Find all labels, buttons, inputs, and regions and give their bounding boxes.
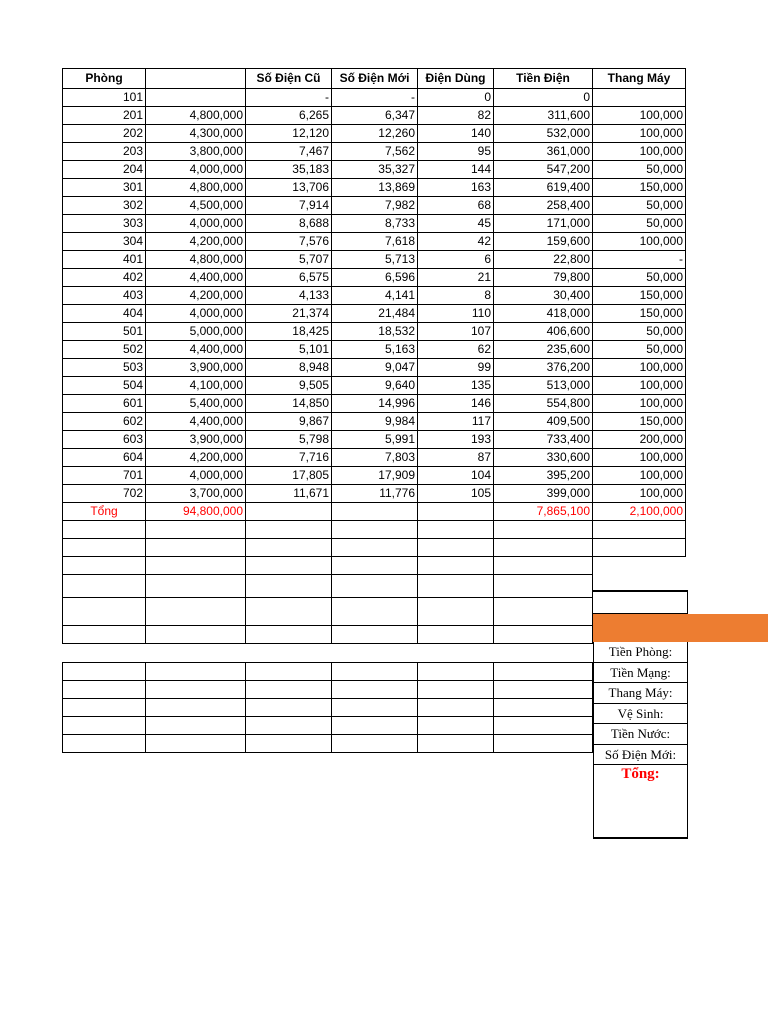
table-cell[interactable]: 150,000	[593, 287, 686, 305]
column-header[interactable]	[146, 69, 246, 89]
table-row	[63, 341, 686, 359]
summary-labels	[593, 642, 688, 787]
empty-cell[interactable]	[63, 735, 146, 753]
table-cell[interactable]: 4,000,000	[146, 215, 246, 233]
table-cell[interactable]: 11,776	[332, 485, 418, 503]
table-cell[interactable]: 330,600	[494, 449, 593, 467]
orange-band	[593, 614, 768, 642]
empty-cell[interactable]	[494, 699, 593, 717]
table-row	[63, 107, 686, 125]
table-cell[interactable]: 406,600	[494, 323, 593, 341]
table-cell[interactable]: 21,374	[246, 305, 332, 323]
table-cell[interactable]: 3,900,000	[146, 359, 246, 377]
table-cell[interactable]: 5,798	[246, 431, 332, 449]
table-cell[interactable]: 9,047	[332, 359, 418, 377]
table-cell[interactable]: 11,671	[246, 485, 332, 503]
table-cell[interactable]: -	[332, 89, 418, 107]
table-cell[interactable]: 7,562	[332, 143, 418, 161]
column-header[interactable]: Phòng	[63, 69, 146, 89]
empty-cell[interactable]	[332, 521, 418, 539]
table-cell[interactable]: 6,575	[246, 269, 332, 287]
table-cell[interactable]: 21	[418, 269, 494, 287]
table-row	[63, 359, 686, 377]
table-cell[interactable]: 100,000	[593, 449, 686, 467]
table-cell[interactable]: 409,500	[494, 413, 593, 431]
empty-row	[63, 699, 593, 717]
table-cell[interactable]: 7,467	[246, 143, 332, 161]
empty-cell[interactable]	[146, 681, 246, 699]
total-cell[interactable]	[418, 503, 494, 521]
empty-cell[interactable]	[332, 626, 418, 644]
empty-row	[63, 557, 686, 575]
table-cell[interactable]: 50,000	[593, 323, 686, 341]
table-cell[interactable]: 100,000	[593, 485, 686, 503]
empty-row	[63, 735, 593, 753]
table-cell[interactable]: 146	[418, 395, 494, 413]
table-row	[63, 197, 686, 215]
empty-cell[interactable]	[246, 699, 332, 717]
table-cell[interactable]: 503	[63, 359, 146, 377]
table-cell[interactable]: 100,000	[593, 467, 686, 485]
label-tien-mang: Tiền Mạng:	[594, 663, 687, 684]
table-cell[interactable]: 8,948	[246, 359, 332, 377]
table-row	[63, 413, 686, 431]
empty-cell[interactable]	[146, 575, 246, 598]
table-cell[interactable]: 376,200	[494, 359, 593, 377]
table-cell[interactable]: 602	[63, 413, 146, 431]
table-cell[interactable]: 8,688	[246, 215, 332, 233]
table-cell[interactable]: 150,000	[593, 305, 686, 323]
empty-cell[interactable]	[146, 539, 246, 557]
empty-cell[interactable]	[63, 699, 146, 717]
table-cell[interactable]: 62	[418, 341, 494, 359]
table-cell[interactable]: 4,400,000	[146, 341, 246, 359]
table-cell[interactable]: 200,000	[593, 431, 686, 449]
empty-cell[interactable]	[593, 539, 686, 557]
empty-cell[interactable]	[494, 539, 593, 557]
table-row	[63, 269, 686, 287]
table-cell[interactable]: 4,200,000	[146, 287, 246, 305]
empty-cell[interactable]	[494, 735, 593, 753]
table-row	[63, 179, 686, 197]
empty-cell[interactable]	[418, 681, 494, 699]
table-cell[interactable]: 6	[418, 251, 494, 269]
table-cell[interactable]: 100,000	[593, 359, 686, 377]
table-cell[interactable]: 163	[418, 179, 494, 197]
empty-cell[interactable]	[418, 521, 494, 539]
table-cell[interactable]	[593, 89, 686, 107]
empty-cell[interactable]	[63, 539, 146, 557]
table-cell[interactable]: 87	[418, 449, 494, 467]
table-cell[interactable]: 45	[418, 215, 494, 233]
empty-cell[interactable]	[332, 735, 418, 753]
empty-row	[63, 539, 686, 557]
empty-cell[interactable]	[332, 539, 418, 557]
table-cell[interactable]: 50,000	[593, 215, 686, 233]
table-body	[63, 89, 686, 644]
table-cell[interactable]: 301	[63, 179, 146, 197]
empty-cell[interactable]	[63, 598, 146, 626]
table-cell[interactable]: 303	[63, 215, 146, 233]
table-cell[interactable]: 7,803	[332, 449, 418, 467]
table-row	[63, 287, 686, 305]
empty-row	[63, 681, 593, 699]
table-cell[interactable]: 5,000,000	[146, 323, 246, 341]
table-cell[interactable]: 4,000,000	[146, 161, 246, 179]
empty-cell[interactable]	[332, 717, 418, 735]
table-cell[interactable]: 22,800	[494, 251, 593, 269]
empty-cell[interactable]	[494, 717, 593, 735]
table-cell[interactable]: 50,000	[593, 197, 686, 215]
empty-cell[interactable]	[418, 598, 494, 626]
empty-cell[interactable]	[494, 681, 593, 699]
table-cell[interactable]: 68	[418, 197, 494, 215]
table-cell[interactable]: 150,000	[593, 179, 686, 197]
total-cell[interactable]	[246, 503, 332, 521]
table-cell[interactable]: 418,000	[494, 305, 593, 323]
table-row	[63, 89, 686, 107]
table-cell[interactable]: 105	[418, 485, 494, 503]
table-cell[interactable]: 501	[63, 323, 146, 341]
table-cell[interactable]: 101	[63, 89, 146, 107]
empty-cell[interactable]	[418, 626, 494, 644]
table-cell[interactable]: 7,982	[332, 197, 418, 215]
table-cell[interactable]: 504	[63, 377, 146, 395]
empty-cell[interactable]	[246, 557, 332, 575]
empty-cell[interactable]	[418, 717, 494, 735]
table-cell[interactable]: 150,000	[593, 413, 686, 431]
empty-cell[interactable]	[332, 699, 418, 717]
column-header[interactable]: Điện Dùng	[418, 69, 494, 89]
empty-cell[interactable]	[418, 575, 494, 598]
table-cell[interactable]: 30,400	[494, 287, 593, 305]
table-cell[interactable]: 201	[63, 107, 146, 125]
table-row	[63, 251, 686, 269]
empty-cell[interactable]	[332, 598, 418, 626]
table-cell[interactable]: 5,400,000	[146, 395, 246, 413]
summary-blank-cell	[593, 590, 688, 614]
empty-cell[interactable]	[246, 626, 332, 644]
table-cell[interactable]: 110	[418, 305, 494, 323]
table-cell[interactable]: 7,618	[332, 233, 418, 251]
table-cell[interactable]: 258,400	[494, 197, 593, 215]
column-header[interactable]: Tiền Điện	[494, 69, 593, 89]
table-cell[interactable]: 403	[63, 287, 146, 305]
empty-cell[interactable]	[246, 539, 332, 557]
table-cell[interactable]: 4,800,000	[146, 107, 246, 125]
table-cell[interactable]: 4,100,000	[146, 377, 246, 395]
empty-cell[interactable]	[63, 575, 146, 598]
table-cell[interactable]: 12,120	[246, 125, 332, 143]
table-cell[interactable]: 203	[63, 143, 146, 161]
empty-cell[interactable]	[494, 557, 593, 575]
table-cell[interactable]: 619,400	[494, 179, 593, 197]
table-cell[interactable]: 0	[494, 89, 593, 107]
empty-cell[interactable]	[593, 521, 686, 539]
table-cell[interactable]: 5,713	[332, 251, 418, 269]
table-cell[interactable]: 100,000	[593, 107, 686, 125]
table-row	[63, 305, 686, 323]
table-cell[interactable]: 6,347	[332, 107, 418, 125]
table-cell[interactable]: 14,850	[246, 395, 332, 413]
table-cell[interactable]: 9,505	[246, 377, 332, 395]
table-cell[interactable]: 4,800,000	[146, 251, 246, 269]
table-cell[interactable]: 5,163	[332, 341, 418, 359]
table-cell[interactable]: 402	[63, 269, 146, 287]
empty-cell[interactable]	[246, 598, 332, 626]
table-cell[interactable]: 99	[418, 359, 494, 377]
total-row	[63, 503, 686, 521]
table-cell[interactable]: 50,000	[593, 341, 686, 359]
summary-bottom-box	[593, 782, 688, 839]
table-row	[63, 323, 686, 341]
table-cell[interactable]: 7,914	[246, 197, 332, 215]
table-cell[interactable]: 17,805	[246, 467, 332, 485]
table-cell[interactable]: 9,640	[332, 377, 418, 395]
table-cell[interactable]: 35,183	[246, 161, 332, 179]
table-cell[interactable]: 733,400	[494, 431, 593, 449]
table-cell[interactable]: 7,716	[246, 449, 332, 467]
column-header[interactable]: Số Điện Mới	[332, 69, 418, 89]
table-cell[interactable]: 702	[63, 485, 146, 503]
table-row	[63, 467, 686, 485]
table-cell[interactable]: 4,000,000	[146, 467, 246, 485]
table-cell[interactable]: 3,800,000	[146, 143, 246, 161]
table-cell[interactable]: 95	[418, 143, 494, 161]
empty-cell[interactable]	[246, 735, 332, 753]
table-cell[interactable]: 3,900,000	[146, 431, 246, 449]
table-cell[interactable]: 4,141	[332, 287, 418, 305]
room-billing-table	[62, 68, 686, 644]
empty-cell[interactable]	[63, 521, 146, 539]
empty-cell[interactable]	[146, 735, 246, 753]
total-label[interactable]: Tổng	[63, 503, 146, 521]
table-cell[interactable]: -	[593, 251, 686, 269]
total-cell[interactable]: 2,100,000	[593, 503, 686, 521]
total-cell[interactable]	[332, 503, 418, 521]
empty-row	[63, 521, 686, 539]
label-tong: Tổng:	[621, 766, 660, 782]
table-cell[interactable]: 5,707	[246, 251, 332, 269]
table-cell[interactable]: 235,600	[494, 341, 593, 359]
table-cell[interactable]: 100,000	[593, 233, 686, 251]
table-cell[interactable]: 4,200,000	[146, 449, 246, 467]
table-cell[interactable]: 17,909	[332, 467, 418, 485]
empty-row	[63, 663, 593, 681]
table-cell[interactable]: 8	[418, 287, 494, 305]
table-cell[interactable]: 395,200	[494, 467, 593, 485]
table-cell[interactable]: 604	[63, 449, 146, 467]
empty-cell[interactable]	[418, 557, 494, 575]
empty-cell[interactable]	[63, 717, 146, 735]
empty-cell[interactable]	[63, 663, 146, 681]
table-cell[interactable]: 4,200,000	[146, 233, 246, 251]
table-cell[interactable]: 18,532	[332, 323, 418, 341]
table-cell[interactable]: 107	[418, 323, 494, 341]
table-cell[interactable]: 547,200	[494, 161, 593, 179]
empty-cell[interactable]	[494, 575, 593, 598]
table-row	[63, 233, 686, 251]
table-cell[interactable]: 4,000,000	[146, 305, 246, 323]
table-cell[interactable]: 4,400,000	[146, 413, 246, 431]
table-cell[interactable]: 404	[63, 305, 146, 323]
table-cell[interactable]: 5,101	[246, 341, 332, 359]
table-cell[interactable]: 304	[63, 233, 146, 251]
empty-cell[interactable]	[146, 598, 246, 626]
empty-cell[interactable]	[63, 681, 146, 699]
empty-cell[interactable]	[246, 663, 332, 681]
empty-cell[interactable]	[63, 557, 146, 575]
table-cell[interactable]	[146, 89, 246, 107]
lower-empty-grid	[62, 662, 593, 753]
table-cell[interactable]: 35,327	[332, 161, 418, 179]
empty-cell[interactable]	[332, 557, 418, 575]
column-header[interactable]: Số Điện Cũ	[246, 69, 332, 89]
table-cell[interactable]: 82	[418, 107, 494, 125]
empty-cell[interactable]	[246, 575, 332, 598]
label-so-dien-moi: Số Điện Mới:	[594, 745, 687, 766]
gap-cell	[593, 557, 686, 575]
table-cell[interactable]: 193	[418, 431, 494, 449]
table-cell[interactable]: 399,000	[494, 485, 593, 503]
table-cell[interactable]: 140	[418, 125, 494, 143]
table-cell[interactable]: 0	[418, 89, 494, 107]
table-row	[63, 377, 686, 395]
label-thang-may: Thang Máy:	[594, 683, 687, 704]
empty-cell[interactable]	[146, 717, 246, 735]
table-cell[interactable]: 9,984	[332, 413, 418, 431]
table-row	[63, 485, 686, 503]
table-cell[interactable]: 7,576	[246, 233, 332, 251]
table-cell[interactable]: 159,600	[494, 233, 593, 251]
empty-cell[interactable]	[246, 717, 332, 735]
table-cell[interactable]: 8,733	[332, 215, 418, 233]
table-cell[interactable]: 401	[63, 251, 146, 269]
table-cell[interactable]: 4,133	[246, 287, 332, 305]
table-row	[63, 449, 686, 467]
label-tien-nuoc: Tiền Nước:	[594, 724, 687, 745]
table-cell[interactable]: 302	[63, 197, 146, 215]
table-cell[interactable]: 42	[418, 233, 494, 251]
table-cell[interactable]: 311,600	[494, 107, 593, 125]
table-cell[interactable]: 50,000	[593, 161, 686, 179]
table-cell[interactable]: 4,400,000	[146, 269, 246, 287]
table-cell[interactable]: 135	[418, 377, 494, 395]
table-row	[63, 215, 686, 233]
empty-cell[interactable]	[418, 539, 494, 557]
empty-cell[interactable]	[146, 699, 246, 717]
table-cell[interactable]: 554,800	[494, 395, 593, 413]
empty-cell[interactable]	[146, 557, 246, 575]
empty-cell[interactable]	[418, 663, 494, 681]
empty-cell[interactable]	[63, 626, 146, 644]
empty-cell[interactable]	[246, 521, 332, 539]
empty-cell[interactable]	[494, 663, 593, 681]
table-cell[interactable]: 100,000	[593, 125, 686, 143]
table-cell[interactable]: 50,000	[593, 269, 686, 287]
label-tien-phong: Tiền Phòng:	[594, 642, 687, 663]
table-cell[interactable]: 361,000	[494, 143, 593, 161]
empty-cell[interactable]	[146, 521, 246, 539]
table-cell[interactable]: 502	[63, 341, 146, 359]
label-ve-sinh: Vệ Sinh:	[594, 704, 687, 725]
table-cell[interactable]: 79,800	[494, 269, 593, 287]
total-cell[interactable]: 7,865,100	[494, 503, 593, 521]
empty-cell[interactable]	[246, 681, 332, 699]
table-row	[63, 395, 686, 413]
table-cell[interactable]: 14,996	[332, 395, 418, 413]
empty-cell[interactable]	[494, 521, 593, 539]
table-cell[interactable]: 603	[63, 431, 146, 449]
empty-cell[interactable]	[146, 663, 246, 681]
table-cell[interactable]: 100,000	[593, 377, 686, 395]
table-cell[interactable]: 9,867	[246, 413, 332, 431]
empty-cell[interactable]	[332, 681, 418, 699]
table-cell[interactable]: 117	[418, 413, 494, 431]
empty-cell[interactable]	[494, 626, 593, 644]
table-cell[interactable]: 171,000	[494, 215, 593, 233]
table-cell[interactable]: 6,596	[332, 269, 418, 287]
table-cell[interactable]: 204	[63, 161, 146, 179]
table-row	[63, 431, 686, 449]
empty-row	[63, 717, 593, 735]
table-cell[interactable]: 18,425	[246, 323, 332, 341]
empty-cell[interactable]	[494, 598, 593, 626]
table-row	[63, 125, 686, 143]
table-cell[interactable]: 701	[63, 467, 146, 485]
table-cell[interactable]: 4,800,000	[146, 179, 246, 197]
table-cell[interactable]: 12,260	[332, 125, 418, 143]
table-cell[interactable]: 4,500,000	[146, 197, 246, 215]
empty-cell[interactable]	[418, 699, 494, 717]
table-cell[interactable]: 202	[63, 125, 146, 143]
table-cell[interactable]: 4,300,000	[146, 125, 246, 143]
table-cell[interactable]: 601	[63, 395, 146, 413]
table-cell[interactable]: 13,869	[332, 179, 418, 197]
total-cell[interactable]: 94,800,000	[146, 503, 246, 521]
header-row	[63, 69, 686, 89]
table-cell[interactable]: 144	[418, 161, 494, 179]
table-row	[63, 161, 686, 179]
table-cell[interactable]: -	[246, 89, 332, 107]
empty-cell[interactable]	[146, 626, 246, 644]
table-cell[interactable]: 532,000	[494, 125, 593, 143]
table-cell[interactable]: 3,700,000	[146, 485, 246, 503]
table-cell[interactable]: 100,000	[593, 143, 686, 161]
table-cell[interactable]: 100,000	[593, 395, 686, 413]
table-cell[interactable]: 21,484	[332, 305, 418, 323]
table-cell[interactable]: 13,706	[246, 179, 332, 197]
table-cell[interactable]: 513,000	[494, 377, 593, 395]
table-cell[interactable]: 104	[418, 467, 494, 485]
table-cell[interactable]: 5,991	[332, 431, 418, 449]
empty-cell[interactable]	[332, 575, 418, 598]
column-header[interactable]: Thang Máy	[593, 69, 686, 89]
table-cell[interactable]: 6,265	[246, 107, 332, 125]
empty-cell[interactable]	[332, 663, 418, 681]
table-row	[63, 143, 686, 161]
empty-cell[interactable]	[418, 735, 494, 753]
